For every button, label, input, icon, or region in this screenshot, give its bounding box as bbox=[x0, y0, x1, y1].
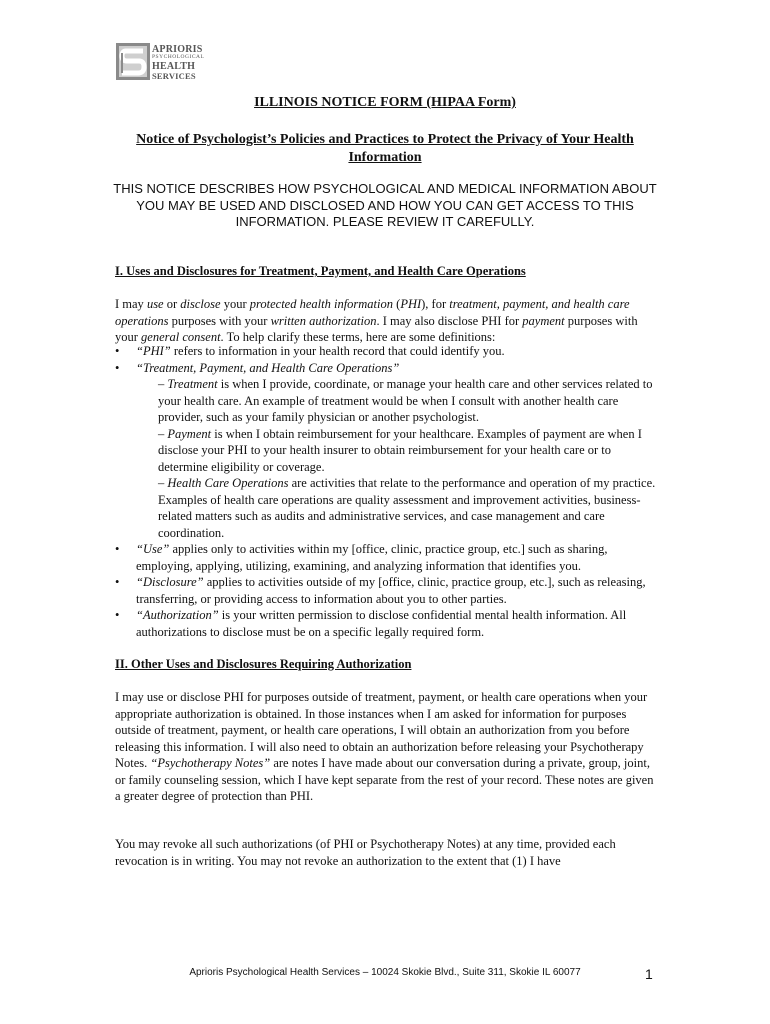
definition-disclosure: • “Disclosure” applies to activities outside of my [office, clinic, practice group, etc.], such as releasing, transferring, or providing access to information about you to other parties. bbox=[115, 575, 646, 606]
definition-use: • “Use” applies only to activities within my [office, clinic, practice group, etc.] such as sharing, employing, applying, utilizing, examining, and analyzing information that identifies you. bbox=[115, 542, 608, 573]
logo-mark-icon bbox=[116, 43, 150, 80]
definition-tpo: • “Treatment, Payment, and Health Care Operations” – Treatment is when I provide, coordinate, or manage your health care and other services related to your health care. An example of treatment would be when I consult with another health care provider, such as your family physician or another psychologist. – Payment is when I obtain reimbursement for your healthcare. Examples of payment are when I disclose your PHI to your health insurer to obtain reimbursement for your health care or to determine eligibility or coverage. – Health Care Operations are activities that relate to the performance and operation of my practice. Examples of health care operations are quality assessment and improvement activities, business-related matters such as audits and administrative services, and case management and care coordination. bbox=[115, 360, 660, 542]
definition-health-care-operations: – Health Care Operations are activities that relate to the performance and operation of my practice. Examples of health care operations are quality assessment and improvement activities, business-related matters such as audits and administrative services, and case management and care coordination. bbox=[158, 476, 656, 540]
notice-statement: THIS NOTICE DESCRIBES HOW PSYCHOLOGICAL AND MEDICAL INFORMATION ABOUT YOU MAY BE USED AND DISCLOSED AND HOW YOU CAN GET ACCESS TO THIS INFORMATION. PLEASE REVIEW IT CAREFULLY. bbox=[113, 181, 657, 229]
document-subtitle: Notice of Psychologist’s Policies and Practices to Protect the Privacy of Your Health Information bbox=[136, 132, 634, 165]
company-logo bbox=[116, 43, 216, 80]
document-title: ILLINOIS NOTICE FORM (HIPAA Form) bbox=[254, 95, 516, 110]
section-2-heading: II. Other Uses and Disclosures Requiring Authorization bbox=[115, 657, 412, 671]
definition-authorization: • “Authorization” is your written permission to disclose confidential mental health information. All authorizations to disclose must be on a specific legally required form. bbox=[115, 608, 627, 639]
section-2-paragraph-1: I may use or disclose PHI for purposes outside of treatment, payment, or health care operations when your appropriate authorization is obtained. In those instances when I am asked for information for purposes outside of treatment, payment, or health care operations, I will obtain an authorization from you before releasing this information. I will also need to obtain an authorization before releasing your Psychotherapy Notes. “Psychotherapy Notes” are notes I have made about our conversation during a private, group, joint, or family counseling session, which I have kept separate from the rest of your record. These notes are given a greater degree of protection than PHI. bbox=[115, 690, 654, 803]
definition-payment: – Payment is when I obtain reimbursement for your healthcare. Examples of payment are when I disclose your PHI to your health insurer to obtain reimbursement for your health care or to determine eligibility or coverage. bbox=[158, 426, 642, 474]
page-footer: Aprioris Psychological Health Services – 10024 Skokie Blvd., Suite 311, Skokie IL 60077 bbox=[189, 967, 581, 978]
section-1-heading: I. Uses and Disclosures for Treatment, Payment, and Health Care Operations bbox=[115, 264, 526, 278]
section-2-paragraph-2: You may revoke all such authorizations (of PHI or Psychotherapy Notes) at any time, provided each revocation is in writing. You may not revoke an authorization to the extent that (1) I have bbox=[115, 837, 616, 868]
page-number: 1 bbox=[645, 966, 653, 982]
section-1-intro: I may use or disclose your protected health information (PHI), for treatment, payment, and health care operations purposes with your written authorization. I may also disclose PHI for payment purposes with your general consent. To help clarify these terms, here are some definitions: bbox=[115, 297, 638, 344]
definition-treatment: – Treatment is when I provide, coordinate, or manage your health care and other services related to your health care. An example of treatment would be when I consult with another health care provider, such as your family physician or another psychologist. bbox=[158, 377, 653, 424]
definition-phi: • “PHI” refers to information in your health record that could identify you. bbox=[115, 344, 505, 358]
logo-line-3: HEALTH bbox=[152, 61, 196, 72]
logo-line-1: APRIORIS bbox=[152, 44, 203, 55]
logo-line-4: SERVICES bbox=[152, 71, 196, 81]
definitions-list bbox=[115, 343, 660, 640]
logo-line-2: PSYCHOLOGICAL bbox=[152, 54, 205, 60]
